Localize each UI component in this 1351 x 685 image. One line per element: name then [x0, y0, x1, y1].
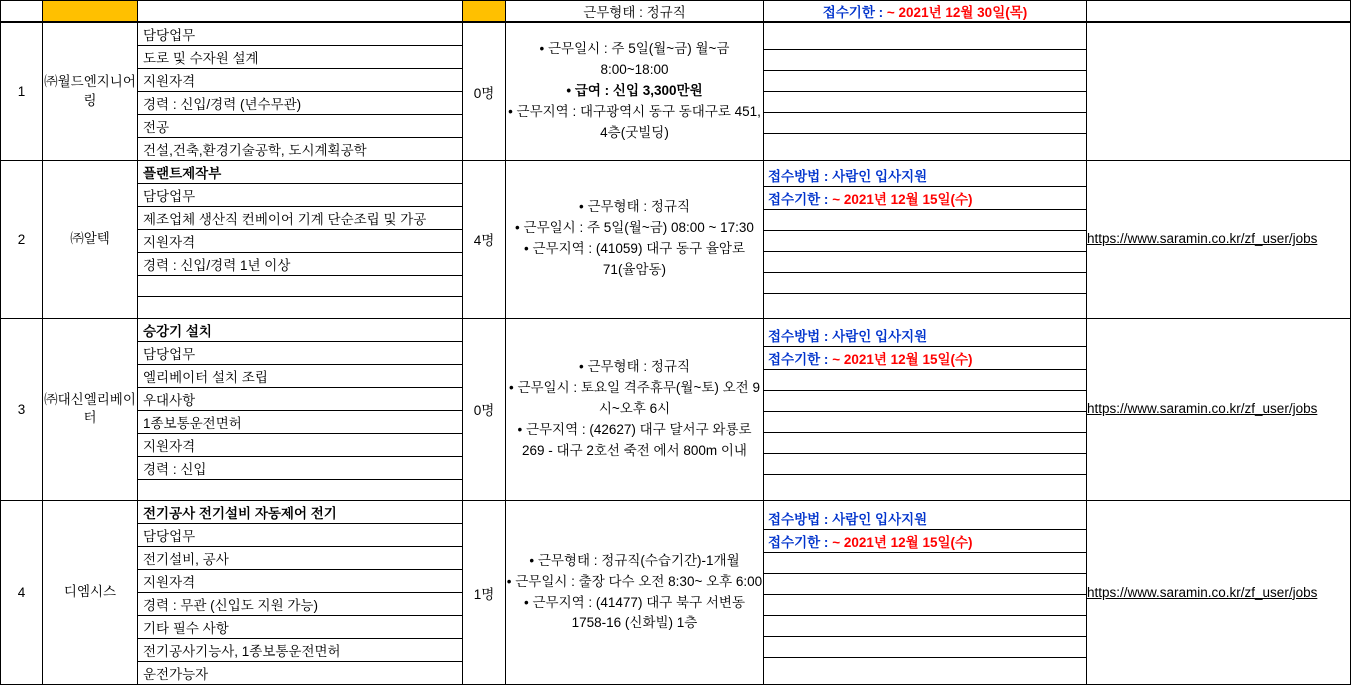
work-condition-line: • 급여 : 신입 3,300만원	[566, 83, 703, 99]
detail-line: 경력 : 신입	[138, 456, 462, 479]
apply-lines	[764, 324, 1086, 496]
job-detail-cell	[138, 318, 463, 501]
apply-label: 접수방법 :	[768, 511, 829, 527]
job-detail-lines	[138, 161, 462, 318]
job-detail-cell	[138, 23, 463, 161]
job-link-cell[interactable]	[1087, 161, 1351, 319]
apply-blank-line	[764, 411, 1086, 432]
apply-line	[764, 346, 1086, 369]
detail-line: 지원자격	[138, 69, 462, 92]
apply-blank-line	[764, 453, 1086, 474]
apply-value: ~ 2021년 12월 15일(수)	[832, 351, 973, 367]
apply-blank-line	[764, 252, 1086, 273]
apply-blank-line	[764, 432, 1086, 453]
apply-line	[764, 324, 1086, 347]
apply-blank-line	[764, 113, 1086, 134]
work-conditions-cell	[506, 318, 764, 501]
top-apply-label: 접수기한 :	[822, 5, 884, 20]
hiring-count: 4명	[463, 161, 506, 319]
apply-line	[764, 529, 1086, 552]
detail-line: 담당업무	[138, 184, 462, 207]
apply-blank-line	[764, 29, 1086, 50]
apply-label: 접수방법 :	[768, 169, 829, 184]
detail-line: 1종보통운전면허	[138, 410, 462, 433]
detail-line	[138, 276, 462, 297]
apply-blank-line	[764, 92, 1086, 113]
detail-line: 경력 : 신입/경력 (년수무관)	[138, 92, 462, 115]
apply-line	[764, 164, 1086, 187]
row-number: 1	[1, 23, 43, 161]
apply-blank-line	[764, 369, 1086, 390]
apply-blank-line	[764, 573, 1086, 594]
table-row	[1, 501, 1351, 685]
top-cell-link	[1087, 1, 1351, 22]
apply-blank-line	[764, 50, 1086, 71]
company-name: 디엠시스	[43, 501, 138, 685]
row-number: 2	[1, 161, 43, 319]
apply-value: 사람인 입사지원	[832, 511, 928, 527]
apply-blank-line	[764, 294, 1086, 315]
job-detail-lines	[138, 23, 462, 160]
table-row	[1, 318, 1351, 501]
work-condition-line: • 근무지역 : (41059) 대구 동구 율암로 71(율암동)	[524, 241, 745, 278]
apply-label: 접수기한 :	[768, 534, 829, 550]
row-number: 3	[1, 318, 43, 501]
apply-lines	[764, 164, 1086, 315]
work-condition-line: • 근무형태 : 정규직	[578, 358, 691, 374]
hiring-count: 1명	[463, 501, 506, 685]
apply-label: 접수방법 :	[768, 328, 829, 344]
detail-line: 지원자격	[138, 570, 462, 593]
work-condition-line: • 근무형태 : 정규직(수습기간)-1개월	[529, 552, 740, 568]
job-link[interactable]: https://www.saramin.co.kr/zf_user/jobs	[1087, 584, 1318, 600]
apply-blank-line	[764, 552, 1086, 573]
apply-cell	[764, 161, 1087, 319]
detail-line: 전기공사기능사, 1종보통운전면허	[138, 639, 462, 662]
company-name: ㈜월드엔지니어링	[43, 23, 138, 161]
apply-blank-line	[764, 657, 1086, 678]
apply-blank-line	[764, 636, 1086, 657]
company-name: ㈜대신엘리베이터	[43, 318, 138, 501]
apply-value: ~ 2021년 12월 15일(수)	[832, 192, 973, 207]
apply-blank-line	[764, 134, 1086, 155]
detail-line	[138, 297, 462, 318]
work-condition-line: • 근무지역 : (41477) 대구 북구 서변동 1758-16 (신화빌) 1층	[524, 594, 745, 631]
apply-cell	[764, 501, 1087, 685]
apply-value: 사람인 입사지원	[832, 328, 928, 344]
table-row	[1, 23, 1351, 161]
detail-line: 담당업무	[138, 524, 462, 547]
apply-lines	[764, 507, 1086, 679]
detail-line: 경력 : 무관 (신입도 지원 가능)	[138, 593, 462, 616]
apply-cell	[764, 318, 1087, 501]
top-cell-company	[43, 1, 138, 22]
apply-blank-line	[764, 231, 1086, 252]
clipped-top-row	[0, 0, 1351, 22]
apply-blank-line	[764, 210, 1086, 231]
work-condition-line: • 근무일시 : 주 5일(월~금) 월~금 8:00~18:00	[539, 41, 730, 78]
apply-cell	[764, 23, 1087, 161]
apply-blank-line	[764, 273, 1086, 294]
job-link-cell[interactable]	[1087, 318, 1351, 501]
detail-line: 담당업무	[138, 23, 462, 46]
work-condition-line: • 근무일시 : 주 5일(월~금) 08:00 ~ 17:30	[515, 220, 754, 236]
top-cell-no	[1, 1, 43, 22]
apply-lines	[764, 29, 1086, 155]
job-detail-cell	[138, 161, 463, 319]
apply-value: ~ 2021년 12월 15일(수)	[832, 534, 973, 550]
job-link-cell[interactable]	[1087, 23, 1351, 161]
work-condition-line: • 근무일시 : 토요일 격주휴무(월~토) 오전 9시~오후 6시	[509, 379, 760, 416]
apply-line	[764, 507, 1086, 530]
work-condition-line: • 근무지역 : (42627) 대구 달서구 와룡로 269 - 대구 2호선 죽전 에서 800m 이내	[517, 421, 752, 458]
detail-line: 전공	[138, 115, 462, 138]
apply-label: 접수기한 :	[768, 192, 829, 207]
detail-line	[138, 479, 462, 500]
detail-line: 지원자격	[138, 230, 462, 253]
work-conditions-cell	[506, 23, 764, 161]
detail-line: 경력 : 신입/경력 1년 이상	[138, 253, 462, 276]
job-link-cell[interactable]	[1087, 501, 1351, 685]
job-detail-lines	[138, 319, 462, 501]
detail-line: 전기설비, 공사	[138, 547, 462, 570]
job-link[interactable]: https://www.saramin.co.kr/zf_user/jobs	[1087, 231, 1318, 247]
apply-blank-line	[764, 615, 1086, 636]
hiring-count: 0명	[463, 23, 506, 161]
detail-line: 담당업무	[138, 341, 462, 364]
work-condition-line: • 근무지역 : 대구광역시 동구 동대구로 451, 4층(굿빌딩)	[508, 103, 761, 140]
apply-blank-line	[764, 71, 1086, 92]
job-detail-lines	[138, 501, 462, 684]
detail-line: 우대사항	[138, 387, 462, 410]
company-name: ㈜알텍	[43, 161, 138, 319]
detail-line: 엘리베이터 설치 조립	[138, 364, 462, 387]
apply-line	[764, 187, 1086, 210]
work-conditions-cell	[506, 501, 764, 685]
job-detail-cell	[138, 501, 463, 685]
apply-blank-line	[764, 474, 1086, 495]
top-apply-value: ~ 2021년 12월 30일(목)	[886, 5, 1028, 20]
work-conditions-cell	[506, 161, 764, 319]
detail-line: 운전가능자	[138, 662, 462, 685]
detail-line: 제조업체 생산직 컨베이어 기계 단순조립 및 가공	[138, 207, 462, 230]
apply-value: 사람인 입사지원	[832, 169, 928, 184]
detail-line: 전기공사 전기설비 자동제어 전기	[138, 501, 462, 524]
row-number: 4	[1, 501, 43, 685]
job-listing-table	[0, 22, 1351, 685]
apply-label: 접수기한 :	[768, 351, 829, 367]
apply-blank-line	[764, 594, 1086, 615]
work-condition-line: • 근무일시 : 출장 다수 오전 8:30~ 오후 6:00	[506, 573, 763, 589]
apply-blank-line	[764, 390, 1086, 411]
detail-line: 기타 필수 사항	[138, 616, 462, 639]
job-link[interactable]: https://www.saramin.co.kr/zf_user/jobs	[1087, 401, 1318, 417]
detail-line: 건설,건축,환경기술공학, 도시계획공학	[138, 138, 462, 161]
hiring-count: 0명	[463, 318, 506, 501]
top-cell-detail	[138, 1, 463, 22]
top-cell-info: 근무형태 : 정규직	[506, 1, 764, 22]
top-cell-count	[463, 1, 506, 22]
table-row	[1, 161, 1351, 319]
detail-line: 플랜트제작부	[138, 161, 462, 184]
detail-line: 지원자격	[138, 433, 462, 456]
detail-line: 승강기 설치	[138, 319, 462, 342]
top-cell-apply	[764, 1, 1087, 22]
work-condition-line: • 근무형태 : 정규직	[578, 199, 691, 215]
detail-line: 도로 및 수자원 설계	[138, 46, 462, 69]
